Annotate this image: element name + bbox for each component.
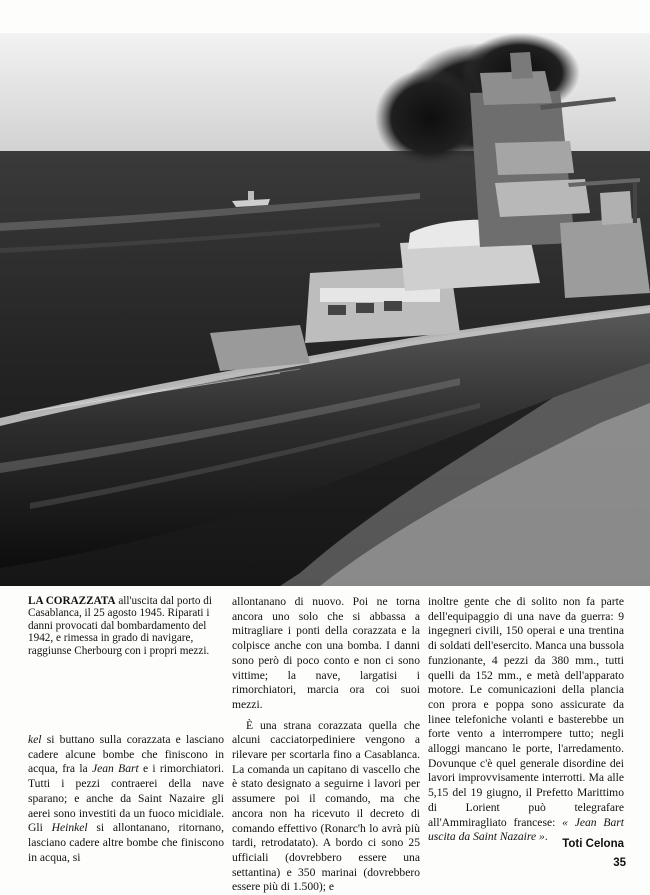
- aircraft-name: Heinkel: [51, 821, 88, 835]
- battleship-photo: [0, 33, 650, 586]
- text-run: .: [544, 830, 548, 844]
- column-1: [28, 733, 224, 865]
- caption-lead: LA CORAZZATA: [28, 595, 116, 607]
- paragraph: È una strana corazzata quella che alcuni cacciatorpediniere vengono a rilevare per scortarla fino a Casablanca. La comanda un capitano di vascello che è stato designato a seguirne i lavori per assumere poi il comando, ma che ancora non ha ricevuto il decreto di comando effettivo (Ronarc'h lo avrà più tardi, retrodatato). A bordo ci sono 25 ufficiali (dovrebbero essere una settantina) e 350 marinai (dovrebbero essere più di 1.500); e: [232, 718, 420, 894]
- text-run: si buttano sulla corazzata e lasciano cadere alcune bombe che finiscono in acqua, fra la: [28, 733, 224, 776]
- caption-text: all'uscita dal porto di Casablanca, il 25 agosto 1945. Riparati i danni provocati dal bombardamento del 1942, e rimessa in grado di navigare, raggiunse Cherbourg con i propri mezzi.: [28, 595, 213, 657]
- text-run: e i rimorchiatori. Tutti i pezzi contraerei della nave sparano; e anche da Saint Nazaire gli aerei sono investiti da un fuoco micidiale. Gli: [28, 762, 224, 835]
- paragraph: allontanano di nuovo. Poi ne torna ancora uno solo che si abbassa a mitragliare i ponti della corazzata e la colpisce anche con una bomba. I danni sono però di poco conto e non ci sono vittime; la nave, largatisi i rimorchiatori, marcia ora coi suoi mezzi.: [232, 595, 420, 711]
- column-3: [428, 595, 624, 845]
- paragraph: inoltre gente che di solito non fa parte dell'equipaggio di una nave da guerra: 9 ingegneri civili, 150 operai e una trentina di soldati dell'esercito. Manca una bussola funzionante, 4 pezzi da 380 mm., tutti quelli da 152 mm., e metà dell'apparato motore. Le comunicazioni della plancia con prora e poppa sono assicurate da linee telefoniche volanti e basterebbe un forte vento a interrompere tutto; negli alloggi mancano le porte, l'arredamento. Dovunque c'è quel generale disordine dei lavori improvvisamente interrotti. Ma alle 5,15 del 19 giugno, il Prefetto Marittimo di Lorient può telegrafare all'Ammiragliato francese:: [428, 595, 624, 829]
- article-text: [0, 595, 650, 894]
- author-signature: Toti Celona: [562, 838, 624, 850]
- ship-name: Jean Bart: [91, 762, 139, 776]
- column-2: [232, 595, 420, 895]
- photo-caption: [28, 595, 224, 657]
- page-number: 35: [613, 857, 626, 869]
- italic-word: kel: [28, 733, 42, 746]
- telegram-quote: « Jean Bart uscita da Saint Nazaire »: [428, 815, 624, 844]
- text-run: si allontanano, ritornano, lasciano cadere altre bombe che finiscono in acqua, si: [28, 821, 225, 864]
